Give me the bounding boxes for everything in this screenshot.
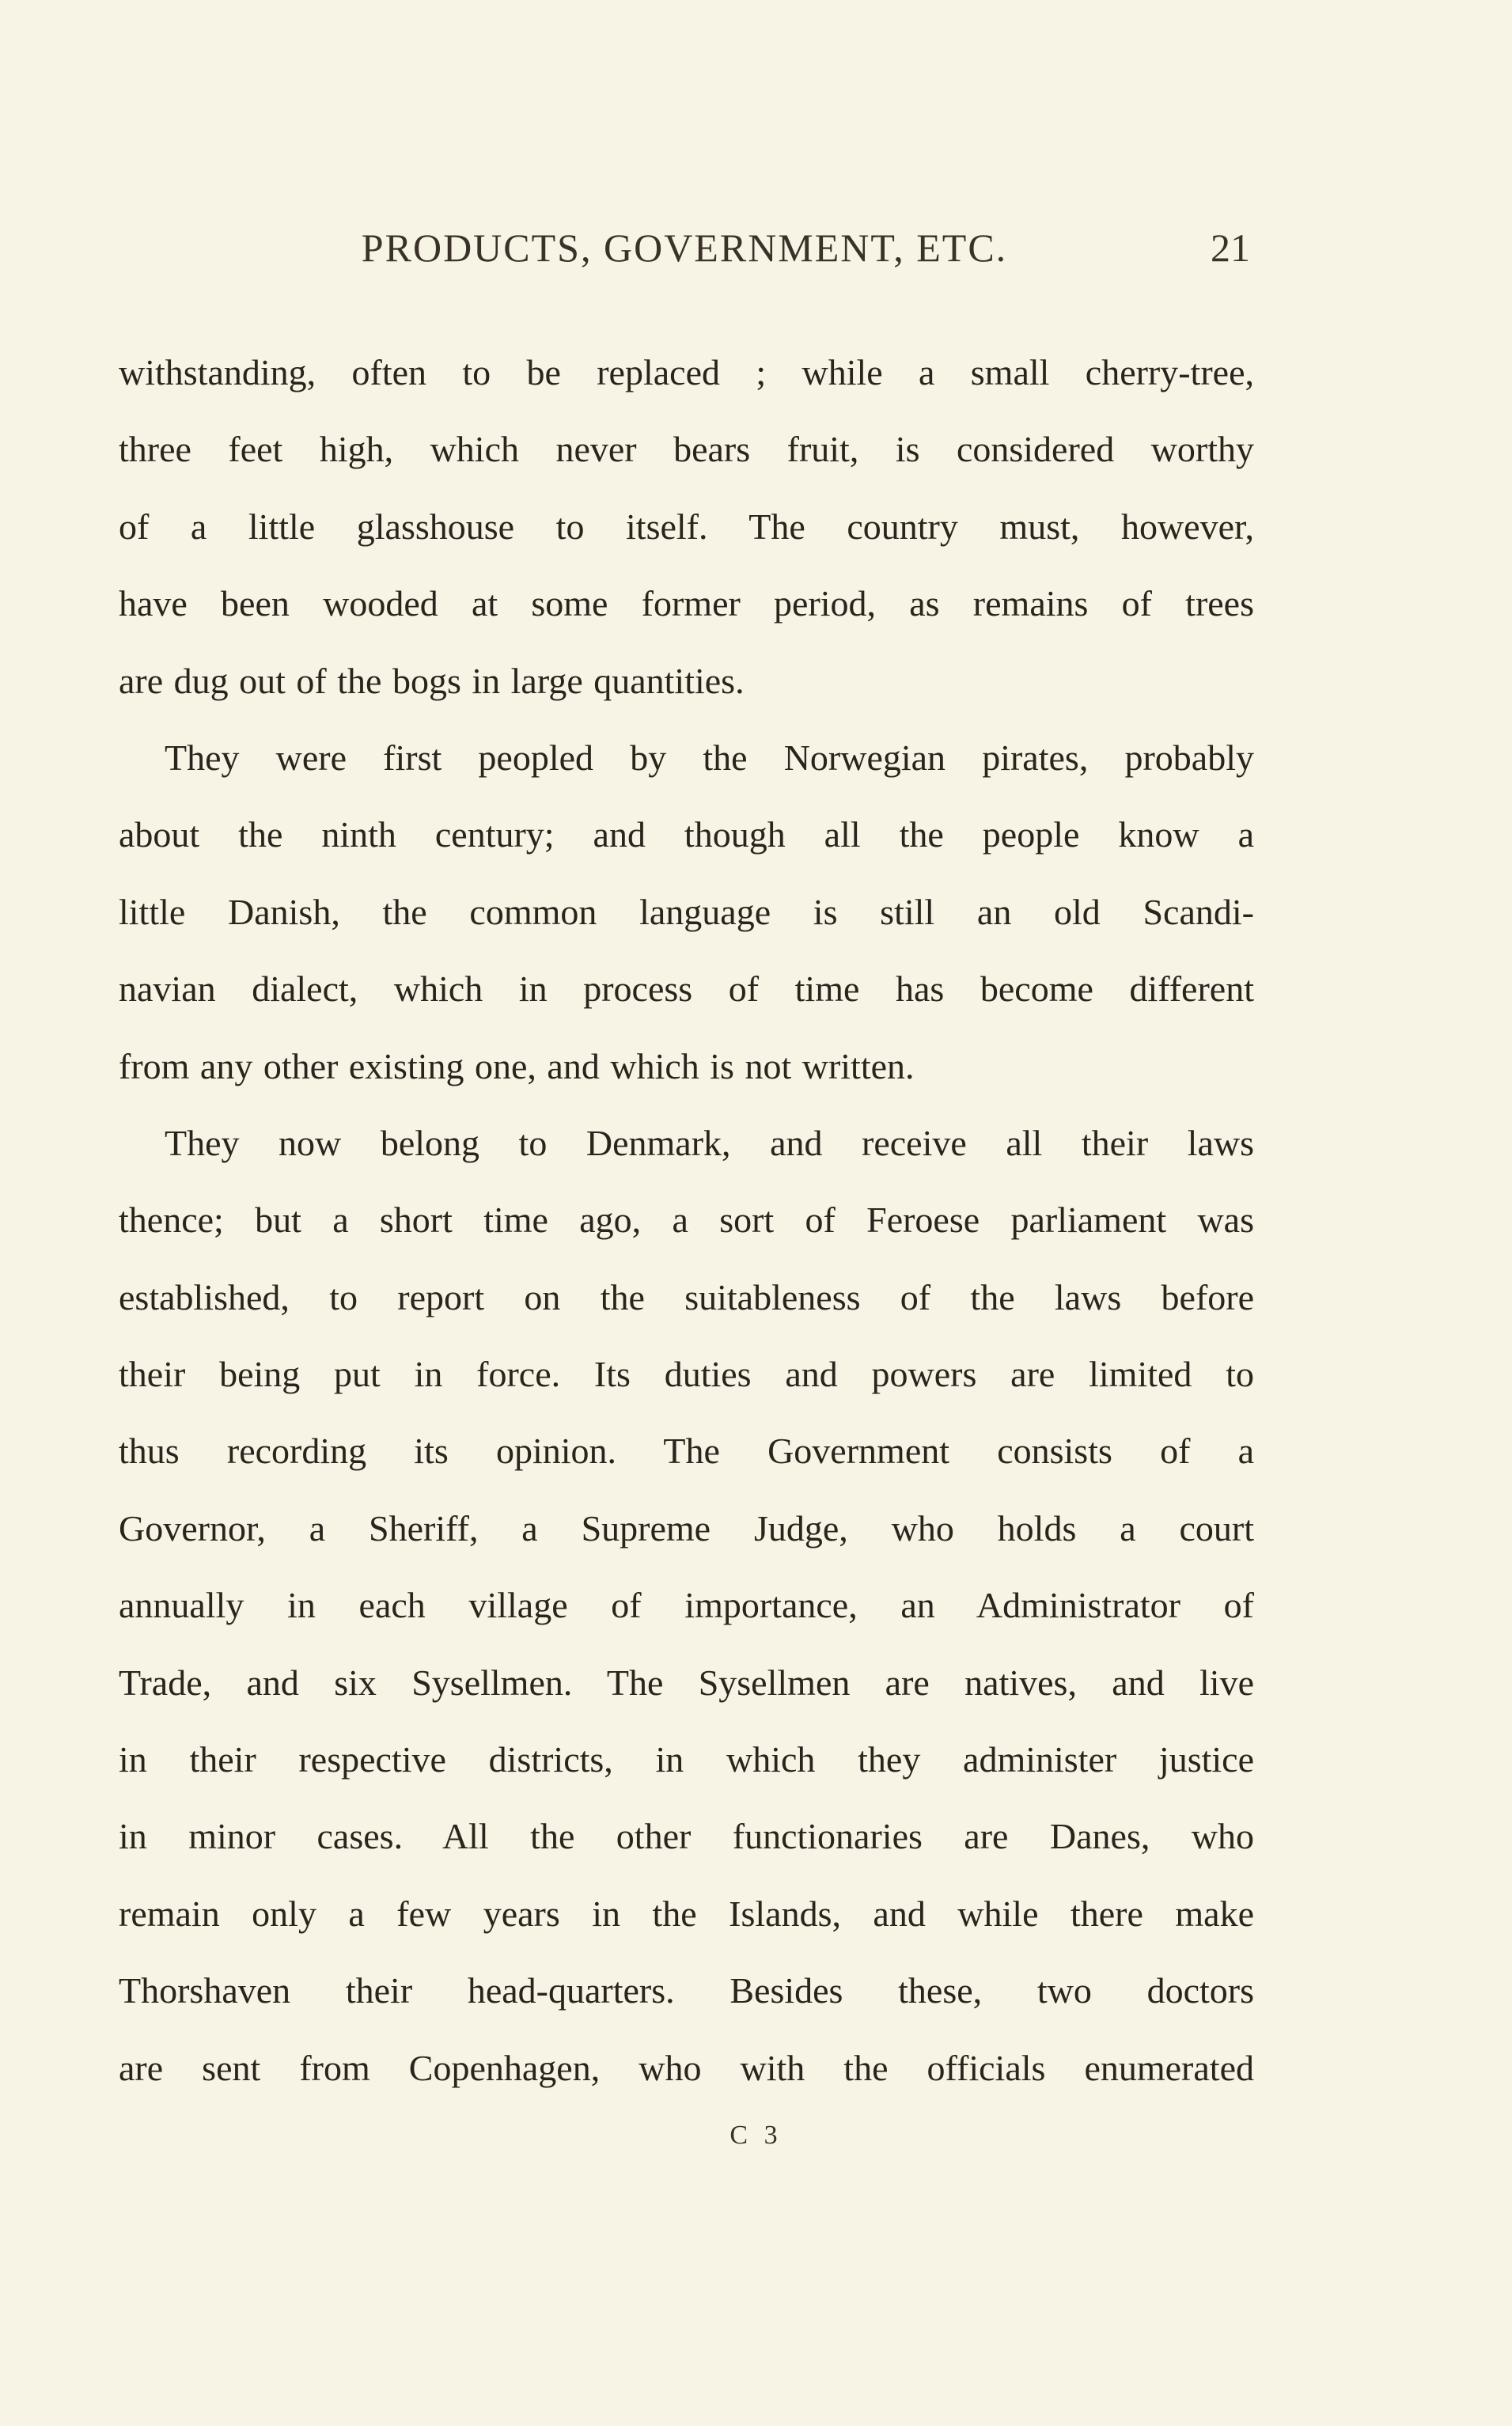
text-line: withstanding, often to be replaced ; while a small cherry-tree, <box>119 352 1254 392</box>
text-line: in minor cases. All the other functionaries are Danes, who <box>119 1816 1254 1857</box>
text-line: thus recording its opinion. The Government consists of a <box>119 1431 1254 1472</box>
page-number: 21 <box>1211 226 1250 270</box>
running-title: PRODUCTS, GOVERNMENT, ETC. <box>361 226 1008 270</box>
text-line: Trade, and six Sysellmen. The Sysellmen are natives, and live <box>119 1662 1254 1703</box>
text-line: from any other existing one, and which is not written. <box>119 1045 915 1086</box>
text-line: have been wooded at some former period, as remains of trees <box>119 583 1254 624</box>
text-line: about the ninth century; and though all the people know a <box>119 814 1254 855</box>
body-text <box>119 334 1254 2106</box>
text-line: established, to report on the suitableness of the laws before <box>119 1276 1254 1317</box>
text-line: thence; but a short time ago, a sort of Feroese parliament was <box>119 1200 1254 1241</box>
paragraph-start-line: They were first peopled by the Norwegian pirates, probably <box>165 737 1254 778</box>
text-line: Thorshaven their head-quarters. Besides these, two doctors <box>119 1970 1254 2011</box>
text-line: Governor, a Sheriff, a Supreme Judge, who holds a court <box>119 1507 1254 1548</box>
text-line: navian dialect, which in process of time has become different <box>119 969 1254 1010</box>
text-line: three feet high, which never bears fruit, is considered worthy <box>119 429 1254 470</box>
text-line: are sent from Copenhagen, who with the officials enumerated <box>119 2047 1254 2088</box>
text-line: little Danish, the common language is still an old Scandi- <box>119 891 1254 932</box>
text-line: annually in each village of importance, an Administrator of <box>119 1585 1254 1626</box>
running-head <box>119 220 1250 275</box>
text-line: are dug out of the bogs in large quantities. <box>119 660 745 701</box>
paragraph-start-line: They now belong to Denmark, and receive all their laws <box>165 1122 1254 1163</box>
text-line: of a little glasshouse to itself. The country must, however, <box>119 506 1254 547</box>
signature-mark: C 3 <box>729 2121 783 2150</box>
text-line: in their respective districts, in which they administer justice <box>119 1739 1254 1780</box>
text-line: remain only a few years in the Islands, and while there make <box>119 1893 1254 1934</box>
text-line: their being put in force. Its duties and powers are limited to <box>119 1354 1254 1395</box>
